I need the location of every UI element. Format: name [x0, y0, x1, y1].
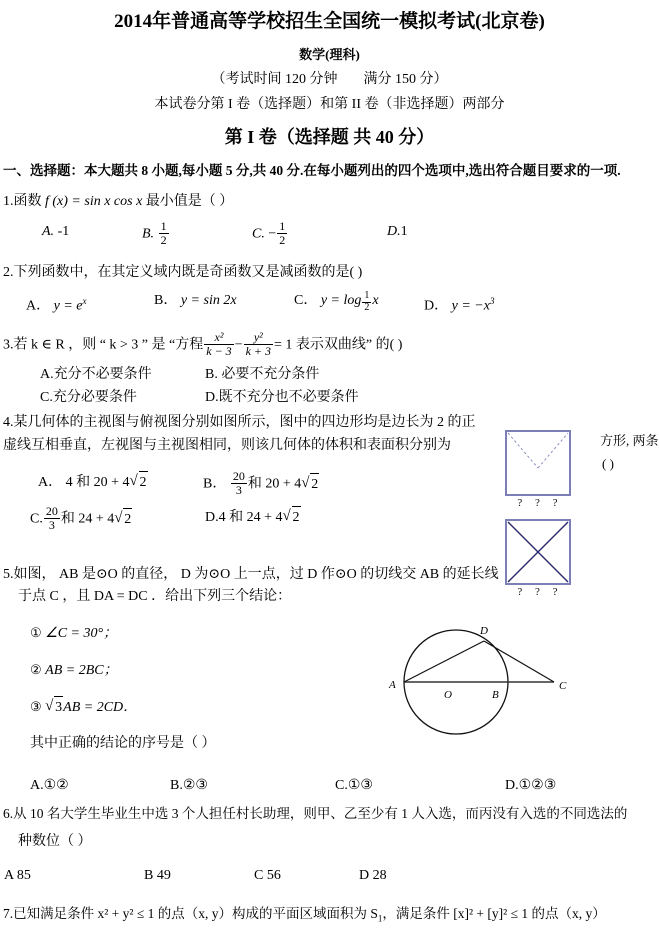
- question-5-options: [0, 775, 659, 797]
- q5-option-d[interactable]: D.①②③: [505, 778, 557, 794]
- q1-option-c[interactable]: [252, 221, 387, 248]
- q3-fraction-1: $\frac{\text{x²}}{k - 3}$: [206, 329, 232, 358]
- q3-option-d[interactable]: D.既不充分也不必要条件: [205, 390, 359, 406]
- q1-stem-post: 最小值是（ ）: [145, 194, 234, 209]
- q2-option-a-exponent: x: [82, 295, 87, 306]
- q5-option-b[interactable]: B.②③: [170, 778, 208, 794]
- q4-option-c-sqrt: √ 2: [114, 508, 132, 531]
- q6-option-c[interactable]: C 56: [254, 868, 281, 884]
- q2-number: 2.: [3, 264, 14, 280]
- q2-option-c-label: C．: [294, 292, 318, 308]
- q4-option-c[interactable]: [30, 506, 205, 533]
- label-A: A: [389, 679, 396, 691]
- q2-option-c-arg: x: [372, 292, 379, 308]
- q3-stem-2: = 1 表示双曲线” 的( ): [274, 337, 403, 353]
- q4-option-c-mid: 和 24 + 4: [60, 512, 115, 528]
- q2-option-b[interactable]: [154, 290, 294, 318]
- question-7: [0, 903, 659, 930]
- q5-number: 5.: [3, 567, 14, 583]
- q2-option-d-exponent: 3: [489, 295, 495, 306]
- q6-line1: 从 10 名大学生毕业生中选 3 个人担任村长助理，则甲、乙至少有 1 人入选，而丙没有入选的不同选法的: [13, 806, 628, 822]
- top-view-diagonals: [507, 521, 569, 583]
- question-3-options-row1: [0, 364, 659, 386]
- q1-function: f (x) = sin x cos x: [45, 194, 143, 209]
- q5-conclusion-3-sqrt: √ 3: [45, 696, 63, 719]
- q4-line2: 虚线互相垂直，左视图与主视图相同，则该几何体的体积和表面积分别为: [3, 438, 451, 454]
- label-C: C: [559, 680, 567, 692]
- q5-conclusion-1-text: ∠C = 30°；: [45, 626, 118, 642]
- q7-number: 7.: [3, 906, 14, 922]
- q2-option-a-value: y = e: [53, 298, 83, 314]
- q4-option-c-fraction: $\frac{20}{3}$: [45, 504, 58, 533]
- q4-option-d[interactable]: [205, 506, 301, 533]
- q1-stem-pre: 函数: [13, 194, 42, 209]
- full-score: 满分 150 分）: [363, 72, 448, 87]
- q4-option-d-value: 4 和 24 + 4: [218, 510, 283, 526]
- q2-option-d-value: y = −x: [451, 298, 490, 314]
- q5-conclusion-3-marker: ③: [30, 699, 42, 715]
- label-O: O: [444, 689, 452, 701]
- instruction-text: 一、选择题：本大题共 8 小题,每小题 5 分,共 40 分.在每小题列出的四个选项中,选出符合题目要求的一项.: [3, 163, 621, 178]
- section-title: 第 I 卷（选择题 共 40 分）: [224, 127, 435, 147]
- q6-line2: 种数位（ ）: [18, 834, 92, 850]
- q4-option-b[interactable]: [203, 471, 319, 498]
- q1-option-c-label: C.: [252, 226, 265, 242]
- q2-option-b-value: y = sin 2x: [180, 292, 237, 308]
- q5-option-a[interactable]: A.①②: [30, 778, 69, 794]
- q4-tail-line2: ( ): [602, 456, 614, 471]
- subject-line: 数学(理科): [299, 47, 360, 62]
- front-view-caption: ? ? ?: [517, 497, 563, 509]
- circle-geometry-diagram: [378, 612, 653, 740]
- question-4-tail: [600, 429, 659, 475]
- question-6-options: [0, 865, 659, 887]
- q1-option-c-sign: −: [268, 226, 277, 242]
- question-3-options-row2: [0, 387, 659, 409]
- q4-option-c-label: C.: [30, 512, 43, 528]
- q2-option-d-label: D．: [424, 298, 449, 314]
- q3-option-a[interactable]: A.充分不必要条件: [40, 367, 152, 383]
- q5-option-c[interactable]: C.①③: [335, 778, 373, 794]
- q2-option-c-log: y = log: [320, 292, 362, 308]
- q2-option-b-label: B．: [154, 292, 178, 308]
- q3-fraction-2: $\frac{\text{y²}}{k + 3}$: [245, 329, 272, 358]
- front-view-dashed-v: [507, 432, 569, 494]
- q2-option-a-label: A．: [26, 298, 51, 314]
- q4-option-a-label: A．: [38, 475, 63, 491]
- q4-option-b-mid: 和 20 + 4: [247, 477, 302, 493]
- q5-line2: 于点 C ，且 DA = DC ．给出下列三个结论：: [18, 589, 292, 605]
- top-view-caption: ? ? ?: [517, 586, 563, 598]
- front-view-square: [505, 430, 571, 496]
- q2-option-d[interactable]: [424, 290, 494, 318]
- q6-option-d[interactable]: D 28: [359, 868, 387, 884]
- label-D: D: [480, 625, 488, 637]
- q3-minus: −: [234, 337, 243, 353]
- q2-stem: 下列函数中，在其定义域内既是奇函数又是减函数的是( ): [13, 264, 363, 280]
- q3-number: 3.: [3, 337, 14, 353]
- q7-subscript: 1: [377, 913, 383, 924]
- page-title: 2014年普通高等学校招生全国统一模拟考试(北京卷): [114, 11, 545, 32]
- q3-stem-1: 若 k ∈ R ，则 “ k > 3 ” 是 “方程: [13, 337, 204, 353]
- q4-option-d-sqrt: √ 2: [283, 506, 301, 529]
- question-4-figure: [505, 430, 595, 598]
- question-5-figure: [378, 612, 653, 740]
- q5-conclusion-2-text: AB = 2BC；: [45, 663, 118, 679]
- q6-option-b[interactable]: B 49: [144, 868, 171, 884]
- q4-option-a[interactable]: [38, 471, 203, 498]
- exam-time: （考试时间 120 分钟: [211, 72, 338, 87]
- q1-option-a-value: -1: [57, 224, 70, 239]
- label-B: B: [492, 689, 499, 701]
- line-DC: [484, 641, 554, 682]
- q4-line1: 某几何体的主视图与俯视图分别如图所示，图中的四边形均是边长为 2 的正: [13, 415, 476, 431]
- exam-meta-line: [0, 70, 659, 90]
- q2-option-a[interactable]: [26, 290, 154, 318]
- q4-option-d-label: D.: [205, 510, 219, 526]
- q7-part2: ，满足条件 [x]² + [y]² ≤ 1 的点（x, y）: [382, 906, 606, 922]
- q1-option-b-fraction: $\frac{1}{2}$: [160, 219, 167, 247]
- question-4: [0, 411, 503, 457]
- q1-option-b-label: B.: [142, 226, 155, 242]
- q1-number: 1.: [3, 194, 14, 209]
- question-2-options: [0, 290, 659, 318]
- q4-number: 4.: [3, 415, 14, 431]
- q5-line1: 如图， AB 是⊙O 的直径， D 为⊙O 上一点，过 D 作⊙O 的切线交 AB 的延长线: [13, 567, 499, 583]
- q5-ask: 其中正确的结论的序号是（ ）: [30, 736, 216, 752]
- q2-option-c[interactable]: [294, 290, 424, 318]
- q6-number: 6.: [3, 806, 14, 822]
- q4-option-b-fraction: $\frac{20}{3}$: [232, 469, 245, 498]
- exam-page: [0, 10, 659, 930]
- line-AD: [404, 641, 484, 682]
- top-view-square: [505, 519, 571, 585]
- q1-option-a-label: A.: [42, 224, 55, 239]
- q1-option-b[interactable]: [142, 221, 252, 248]
- question-4-options-row1: [0, 471, 508, 498]
- q3-option-b[interactable]: B. 必要不充分条件: [205, 367, 320, 383]
- q5-conclusion-1-marker: ①: [30, 625, 42, 641]
- q4-option-a-sqrt: √ 2: [130, 471, 148, 494]
- section-instruction: [0, 161, 659, 181]
- q1-option-d[interactable]: [387, 221, 408, 248]
- q1-option-d-value: 1: [400, 224, 408, 239]
- q4-option-b-sqrt: √ 2: [301, 473, 319, 496]
- q7-part1: 已知满足条件 x² + y² ≤ 1 的点（x, y）构成的平面区域面积为 S: [13, 906, 378, 922]
- question-2: [0, 262, 659, 284]
- q4-option-a-value: 4 和 20 + 4: [65, 475, 130, 491]
- q4-option-b-label: B．: [203, 477, 227, 493]
- question-6: [0, 803, 659, 825]
- q5-conclusion-2-marker: ②: [30, 662, 42, 678]
- q5-conclusion-3-text: AB = 2CD．: [63, 700, 138, 716]
- q3-option-c[interactable]: C.充分必要条件: [40, 390, 137, 406]
- q1-option-d-label: D.: [387, 224, 401, 239]
- question-3: [0, 329, 659, 359]
- q1-option-c-fraction: $\frac{1}{2}$: [279, 219, 286, 247]
- q1-option-a[interactable]: [42, 221, 142, 248]
- question-1-options: [0, 221, 659, 248]
- question-4-options-row2: [0, 506, 500, 533]
- q4-tail-line1: 方形, 两条: [600, 433, 659, 448]
- q2-option-c-base: $\frac{1}{2}$: [364, 290, 370, 313]
- q6-option-a[interactable]: A 85: [4, 868, 31, 884]
- question-1: [0, 191, 659, 213]
- paper-parts-line: 本试卷分第 I 卷（选择题）和第 II 卷（非选择题）两部分: [154, 97, 505, 112]
